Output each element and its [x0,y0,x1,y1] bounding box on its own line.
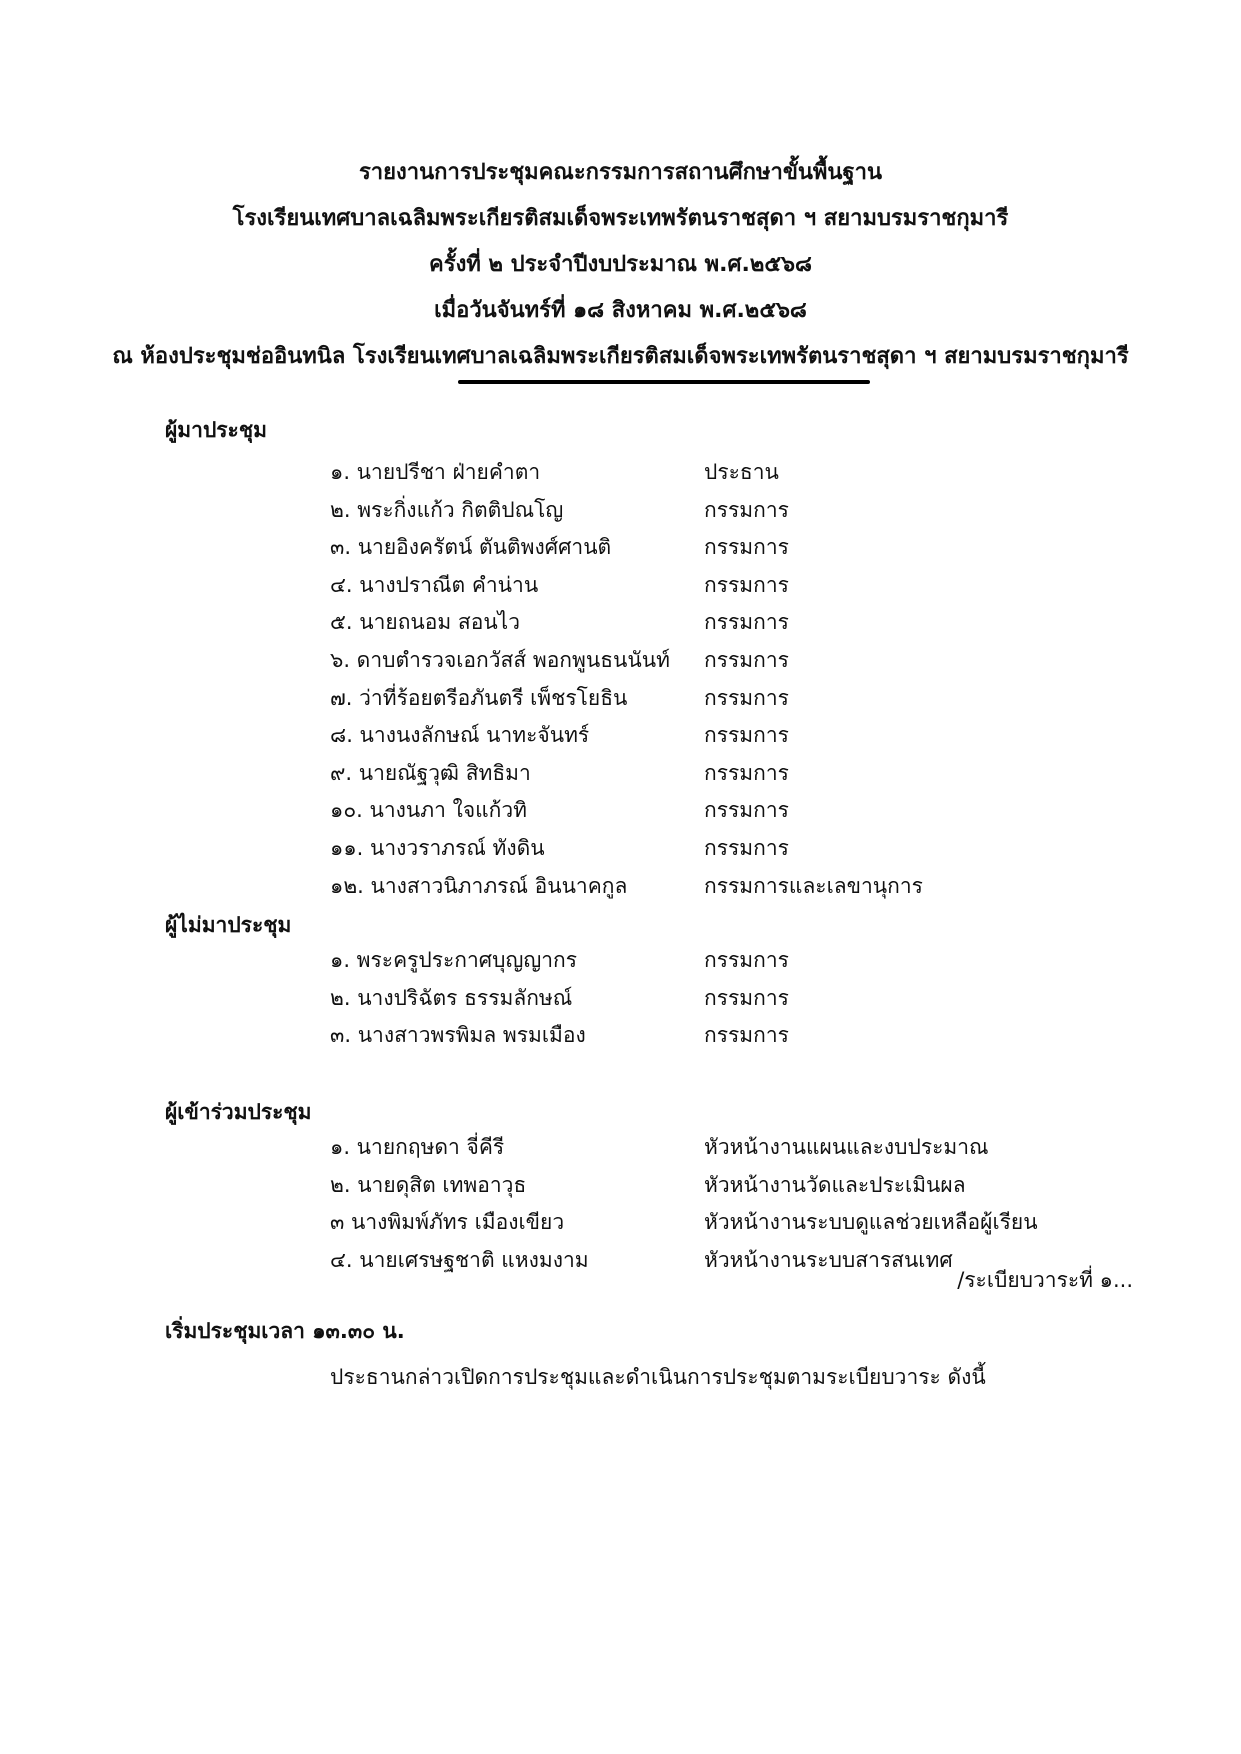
member-role: กรรมการ [704,685,789,710]
member-name: ๑๒. นางสาวนิภาภรณ์ อินนาคกูล [330,873,628,898]
meeting-start-time: เริ่มประชุมเวลา ๑๓.๓๐ น. [165,1319,405,1343]
member-role: กรรมการ [704,760,789,785]
list-item [330,604,1090,642]
meeting-date: เมื่อวันจันทร์ที่ ๑๘ สิงหาคม พ.ศ.๒๕๖๘ [434,298,807,323]
list-item [330,529,1090,567]
member-role: กรรมการ [704,723,789,748]
opening-statement: ประธานกล่าวเปิดการประชุมและดำเนินการประชุมตามระเบียบวาระ ดังนี้ [330,1365,986,1389]
member-name: ๓ นางพิมพ์ภัทร เมืองเขียว [330,1210,565,1235]
header-divider [458,380,870,384]
attendees-section-title: ผู้เข้าร่วมประชุม [165,1100,312,1124]
member-name: ๖. ดาบตำรวจเอกวัสส์ พอกพูนธนนันท์ [330,647,670,672]
list-item [330,1129,1090,1167]
member-name: ๓. นายอิงครัตน์ ตันติพงศ์ศานติ [330,535,612,560]
member-name: ๑๑. นางวราภรณ์ ทังดิน [330,835,545,860]
list-item [330,1167,1090,1205]
member-role: กรรมการ [704,1023,789,1048]
member-name: ๕. นายถนอม สอนไว [330,610,521,635]
list-item [330,680,1090,718]
list-item [330,1204,1090,1242]
list-item [330,942,1090,980]
list-item [330,980,1090,1018]
list-item [330,868,1090,906]
member-role: ประธาน [704,460,779,484]
member-name: ๔. นางปราณีต คำน่าน [330,572,539,597]
list-item [330,792,1090,830]
list-item [330,717,1090,755]
report-title: รายงานการประชุมคณะกรรมการสถานศึกษาขั้นพื้นฐาน [358,160,883,185]
meeting-location: ณ ห้องประชุมช่ออินทนิล โรงเรียนเทศบาลเฉลิมพระเกียรติสมเด็จพระเทพรัตนราชสุดา ฯ สยามบรมราชกุมารี [112,344,1129,369]
attendees-list [330,1129,1090,1279]
member-role: กรรมการ [704,497,789,522]
list-item [330,755,1090,793]
member-name: ๔. นายเศรษฐชาติ แหงมงาม [330,1247,589,1272]
member-name: ๒. พระกิ่งแก้ว กิตติปณโญ [330,497,564,522]
member-role: กรรมการ [704,835,789,860]
list-item [330,492,1090,530]
member-name: ๑. นายกฤษดา จี่คีรี [330,1135,505,1159]
member-name: ๗. ว่าที่ร้อยตรีอภันตรี เพ็ชรโยธิน [330,685,628,710]
present-list [330,454,1090,905]
member-name: ๙. นายณัฐวุฒิ สิทธิมา [330,760,531,785]
document-header [0,150,1241,380]
list-item [330,567,1090,605]
member-name: ๘. นางนงลักษณ์ นาทะจันทร์ [330,723,590,748]
member-role: กรรมการ [704,948,789,972]
member-name: ๓. นางสาวพรพิมล พรมเมือง [330,1023,586,1048]
member-role: กรรมการ [704,647,789,672]
list-item [330,454,1090,492]
member-name: ๑. พระครูประกาศบุญญากร [330,948,578,972]
member-role: กรรมการ [704,535,789,560]
member-role: กรรมการและเลขานุการ [704,873,923,898]
list-item [330,830,1090,868]
member-name: ๑. นายปรีชา ฝ่ายคำตา [330,460,541,484]
member-role: หัวหน้างานระบบดูแลช่วยเหลือผู้เรียน [704,1210,1038,1235]
list-item [330,642,1090,680]
member-role: หัวหน้างานวัดและประเมินผล [704,1172,966,1197]
member-role: กรรมการ [704,610,789,635]
member-role: กรรมการ [704,798,789,823]
continuation-note: /ระเบียบวาระที่ ๑... [957,1268,1133,1292]
member-name: ๒. นางปริฉัตร ธรรมลักษณ์ [330,985,573,1010]
list-item [330,1017,1090,1055]
school-name: โรงเรียนเทศบาลเฉลิมพระเกียรติสมเด็จพระเทพรัตนราชสุดา ฯ สยามบรมราชกุมารี [232,206,1009,231]
member-role: หัวหน้างานแผนและงบประมาณ [704,1135,989,1159]
present-section-title: ผู้มาประชุม [165,418,267,442]
meeting-number: ครั้งที่ ๒ ประจำปีงบประมาณ พ.ศ.๒๕๖๘ [429,252,812,277]
member-role: หัวหน้างานระบบสารสนเทศ [704,1247,953,1272]
member-name: ๒. นายดุสิต เทพอาวุธ [330,1172,527,1197]
member-name: ๑๐. นางนภา ใจแก้วทิ [330,798,528,823]
member-role: กรรมการ [704,985,789,1010]
absent-section-title: ผู้ไม่มาประชุม [165,913,292,937]
member-role: กรรมการ [704,572,789,597]
absent-list [330,942,1090,1055]
